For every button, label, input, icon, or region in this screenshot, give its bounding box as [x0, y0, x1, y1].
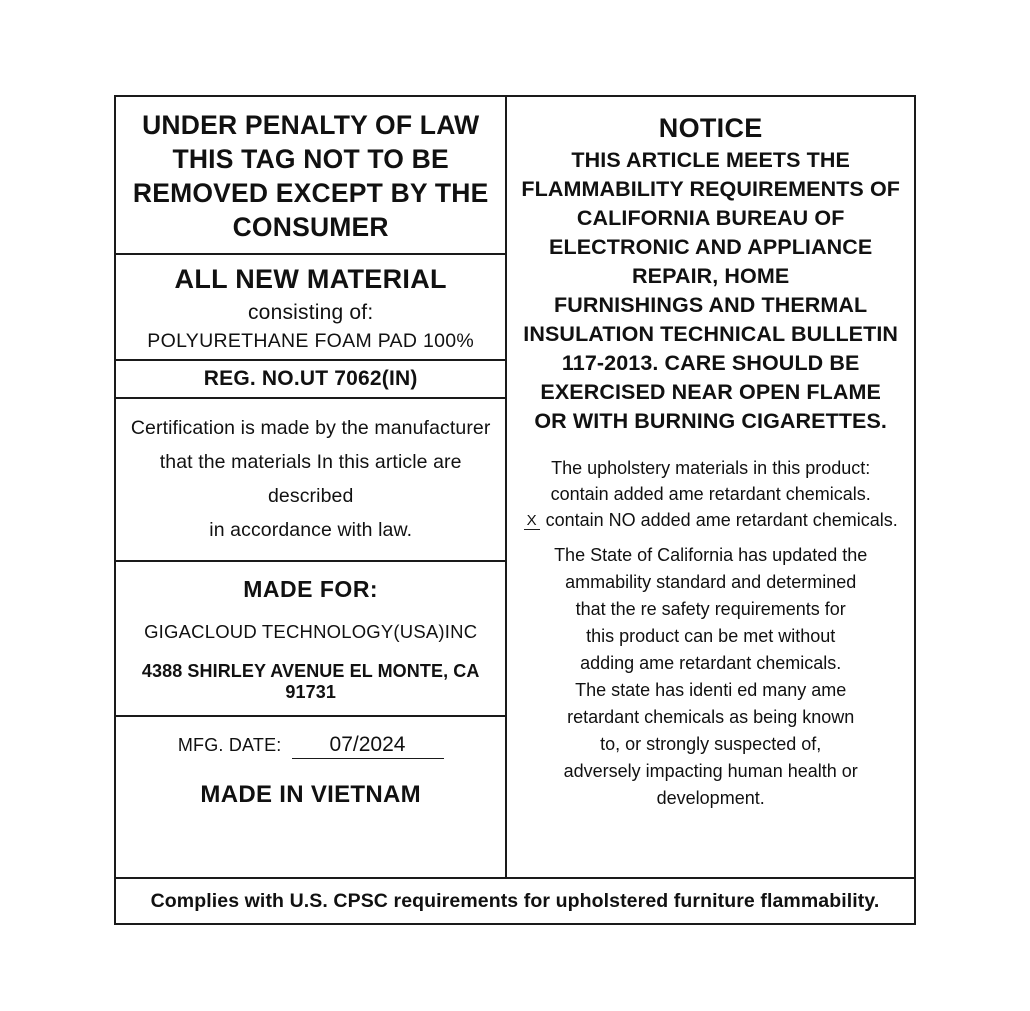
notice-line-5: REPAIR, HOME [632, 264, 790, 289]
all-new-material-heading: ALL NEW MATERIAL [174, 263, 447, 294]
tag-body [116, 97, 914, 877]
made-for-label: MADE FOR: [243, 575, 379, 602]
state-line-5: adding ame retardant chemicals. [580, 652, 842, 673]
checkbox-checked-icon[interactable]: X [524, 512, 540, 530]
upholstery-intro: The upholstery materials in this product: [551, 458, 871, 479]
right-column [507, 97, 914, 877]
state-line-1: The State of California has updated the [554, 544, 868, 565]
manufacture-date-block [116, 717, 505, 877]
state-line-9: adversely impacting human health or [563, 760, 858, 781]
mfg-date-value: 07/2024 [292, 733, 444, 759]
penalty-line-1: UNDER PENALTY OF LAW [142, 110, 480, 140]
notice-body [521, 146, 900, 436]
upholstery-options-block [521, 456, 900, 534]
company-name: GIGACLOUD TECHNOLOGY(USA)INC [144, 620, 478, 642]
penalty-line-2: THIS TAG NOT TO BE [172, 143, 449, 174]
mfg-date-label: MFG. DATE: [177, 734, 282, 755]
notice-title: NOTICE [658, 113, 763, 143]
made-for-block [116, 562, 505, 717]
state-line-10: development. [656, 787, 765, 808]
state-line-3: that the re safety requirements for [575, 598, 846, 619]
notice-line-4: ELECTRONIC AND APPLIANCE [549, 235, 873, 260]
cpsc-compliance-footer: Complies with U.S. CPSC requirements for upholstered furniture flammability. [116, 877, 914, 923]
all-new-material-block [116, 255, 505, 361]
left-column [116, 97, 507, 877]
law-label-tag [114, 95, 916, 925]
state-line-7: retardant chemicals as being known [567, 706, 855, 727]
option-no-added-retardants-row[interactable] [521, 508, 900, 534]
notice-line-6: FURNISHINGS AND THERMAL [554, 293, 868, 318]
notice-line-8: 117-2013. CARE SHOULD BE [561, 351, 860, 376]
mfg-date-row [126, 733, 495, 759]
state-line-4: this product can be met without [586, 625, 836, 646]
certification-block [116, 399, 505, 562]
notice-line-9: EXERCISED NEAR OPEN FLAME [540, 380, 881, 405]
state-line-6: The state has identi ed many ame [575, 679, 847, 700]
company-address: 4388 SHIRLEY AVENUE EL MONTE, CA 91731 [141, 660, 480, 702]
option-contains-retardants: contain added ame retardant chemicals. [550, 483, 871, 504]
notice-line-3: CALIFORNIA BUREAU OF [576, 206, 845, 231]
certification-line-1: Certification is made by the manufacturer [130, 417, 491, 440]
notice-line-10: OR WITH BURNING CIGARETTES. [534, 409, 888, 434]
penalty-line-4: CONSUMER [232, 211, 389, 242]
consisting-of-label: consisting of: [247, 301, 374, 325]
option-no-added-retardants-label: contain NO added ame retardant chemicals. [545, 510, 898, 531]
state-line-8: to, or strongly suspected of, [600, 733, 822, 754]
certification-line-2: that the materials In this article are described [159, 451, 462, 508]
certification-line-3: in accordance with law. [209, 519, 413, 542]
penalty-of-law-block [116, 97, 505, 255]
notice-line-2: FLAMMABILITY REQUIREMENTS OF [521, 177, 900, 202]
registration-number-block: REG. NO.UT 7062(IN) [116, 361, 505, 399]
state-of-california-statement [521, 542, 900, 812]
material-composition-line: POLYURETHANE FOAM PAD 100% [147, 330, 475, 353]
notice-line-1: THIS ARTICLE MEETS THE [571, 148, 850, 172]
notice-line-7: INSULATION TECHNICAL BULLETIN [523, 322, 899, 347]
penalty-line-3: REMOVED EXCEPT BY THE [132, 177, 489, 208]
made-in-country: MADE IN VIETNAM [200, 780, 421, 808]
state-line-2: ammability standard and determined [565, 571, 857, 592]
